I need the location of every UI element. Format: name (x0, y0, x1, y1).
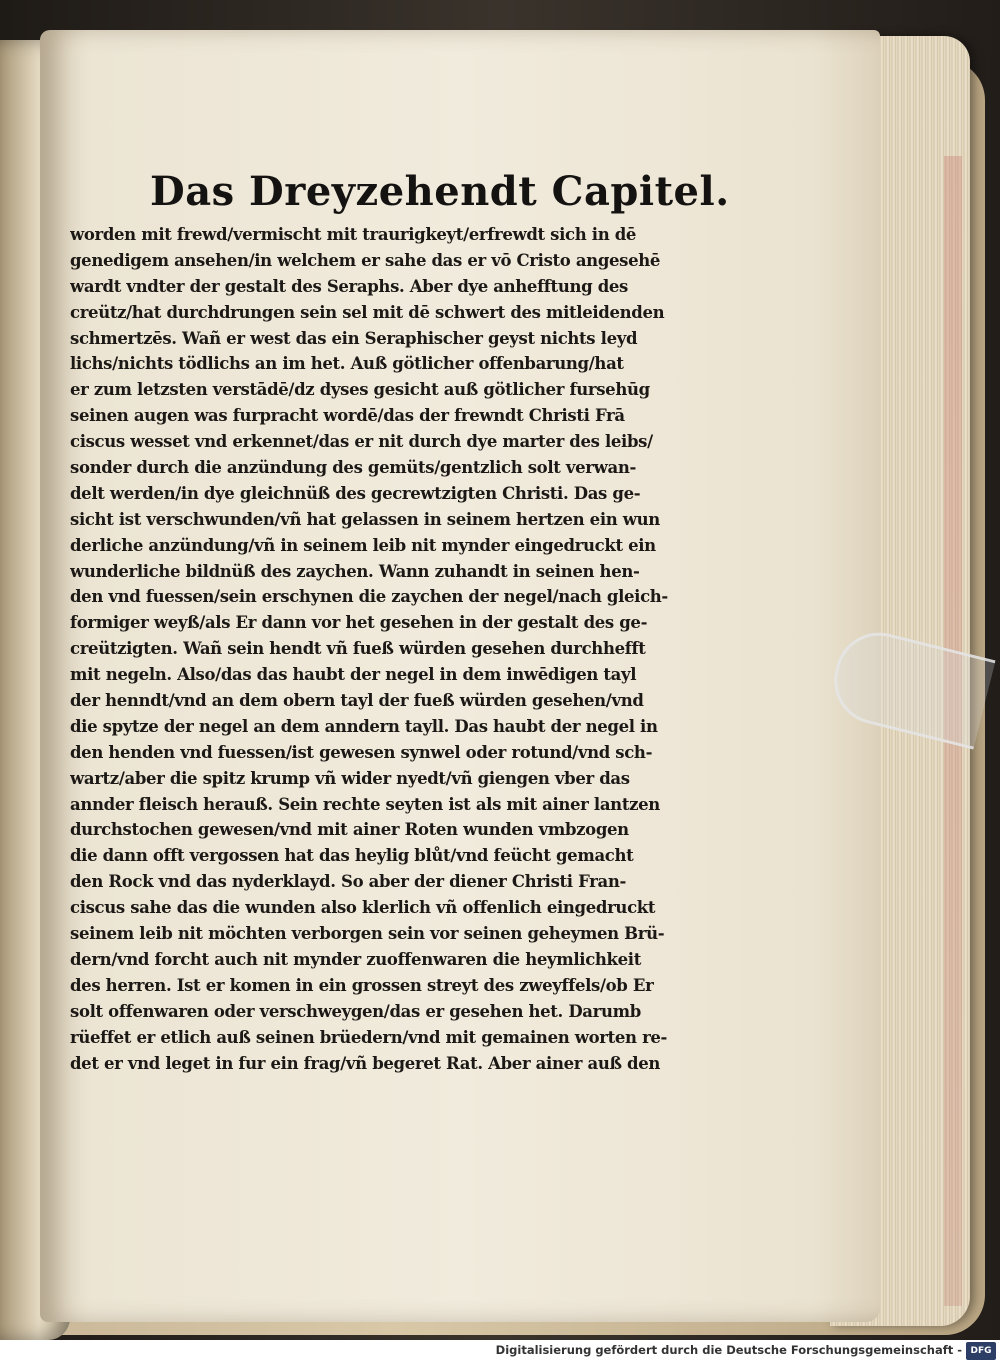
text-line: det er vnd leget in fur ein frag/vñ begeret Rat. Aber ainer auß den (70, 1053, 661, 1073)
chapter-heading: Das Dreyzehendt Capitel. (150, 168, 730, 215)
text-line: ciscus sahe das die wunden also klerlich vñ offenlich eingedruckt (70, 898, 656, 918)
text-line: mit negeln. Also/das das haubt der negel in dem inwēdigen tayl (70, 665, 637, 685)
footer-bar (0, 1340, 1000, 1362)
text-line: sicht ist verschwunden/vñ hat gelassen in seinem hertzen ein wun (70, 509, 660, 529)
text-line: sonder durch die anzündung des gemüts/gentzlich solt verwan- (70, 458, 636, 478)
text-line: annder fleisch herauß. Sein rechte seyten ist als mit ainer lantzen (70, 794, 660, 814)
text-line: den Rock vnd das nyderklayd. So aber der diener Christi Fran- (70, 872, 627, 892)
text-line: creütz/hat durchdrungen sein sel mit dē schwert des mitleidenden (70, 302, 665, 322)
text-line: creützigten. Wañ sein hendt vñ fueß würden gesehen durchhefft (70, 639, 646, 659)
text-block (70, 222, 710, 1076)
text-line: den vnd fuessen/sein erschynen die zaychen der negel/nach gleich- (70, 587, 668, 607)
dfg-logo: DFG (966, 1342, 996, 1360)
text-line: den henden vnd fuessen/ist gewesen synwel oder rotund/vnd sch- (70, 742, 653, 762)
text-line: genedigem ansehen/in welchem er sahe das er vō Cristo angesehē (70, 250, 661, 270)
text-line: lichs/nichts tödlichs an im het. Auß götlicher offenbarung/hat (70, 354, 624, 374)
text-line: rüeffet er etlich auß seinen brüedern/vnd mit gemainen worten re- (70, 1027, 668, 1047)
text-line: er zum letzsten verstādē/dz dyses gesicht auß götlicher fursehūg (70, 380, 650, 400)
text-line: formiger weyß/als Er dann vor het gesehen in der gestalt des ge- (70, 613, 648, 633)
text-line: worden mit frewd/vermischt mit traurigkeyt/erfrewdt sich in dē (70, 225, 637, 244)
footer-credit: Digitalisierung gefördert durch die Deutsche Forschungsgemeinschaft - (495, 1343, 962, 1357)
text-line: solt offenwaren oder verschweygen/das er gesehen het. Darumb (70, 1001, 641, 1021)
text-line: schmertzēs. Wañ er west das ein Seraphischer geyst nichts leyd (70, 328, 638, 348)
text-line: ciscus wesset vnd erkennet/das er nit durch dye marter des leibs/ (70, 432, 653, 452)
text-line: durchstochen gewesen/vnd mit ainer Roten wunden vmbzogen (70, 820, 629, 840)
text-line: die dann offt vergossen hat das heylig blůt/vnd feücht gemacht (70, 846, 634, 866)
text-line: der henndt/vnd an dem obern tayl der fueß würden gesehen/vnd (70, 691, 644, 711)
text-line: dern/vnd forcht auch nit mynder zuoffenwaren die heymlichkeit (70, 949, 641, 969)
text-line: die spytze der negel an dem anndern tayll. Das haubt der negel in (70, 716, 658, 736)
text-line: wunderliche bildnüß des zaychen. Wann zuhandt in seinen hen- (70, 561, 640, 581)
text-line: derliche anzündung/vñ in seinem leib nit mynder eingedruckt ein (70, 535, 656, 555)
text-line: seinen augen was furpracht wordē/das der frewndt Christi Frā (70, 406, 625, 426)
text-line: delt werden/in dye gleichnüß des gecrewtzigten Christi. Das ge- (70, 483, 641, 503)
text-line: seinem leib nit möchten verborgen sein vor seinen geheymen Brü- (70, 924, 665, 944)
text-line: wartz/aber die spitz krump vñ wider nyedt/vñ giengen vber das (70, 768, 630, 788)
text-line: des herren. Ist er komen in ein grossen streyt des zweyffels/ob Er (70, 975, 654, 995)
text-line: wardt vndter der gestalt des Seraphs. Aber dye anhefftung des (70, 276, 628, 296)
